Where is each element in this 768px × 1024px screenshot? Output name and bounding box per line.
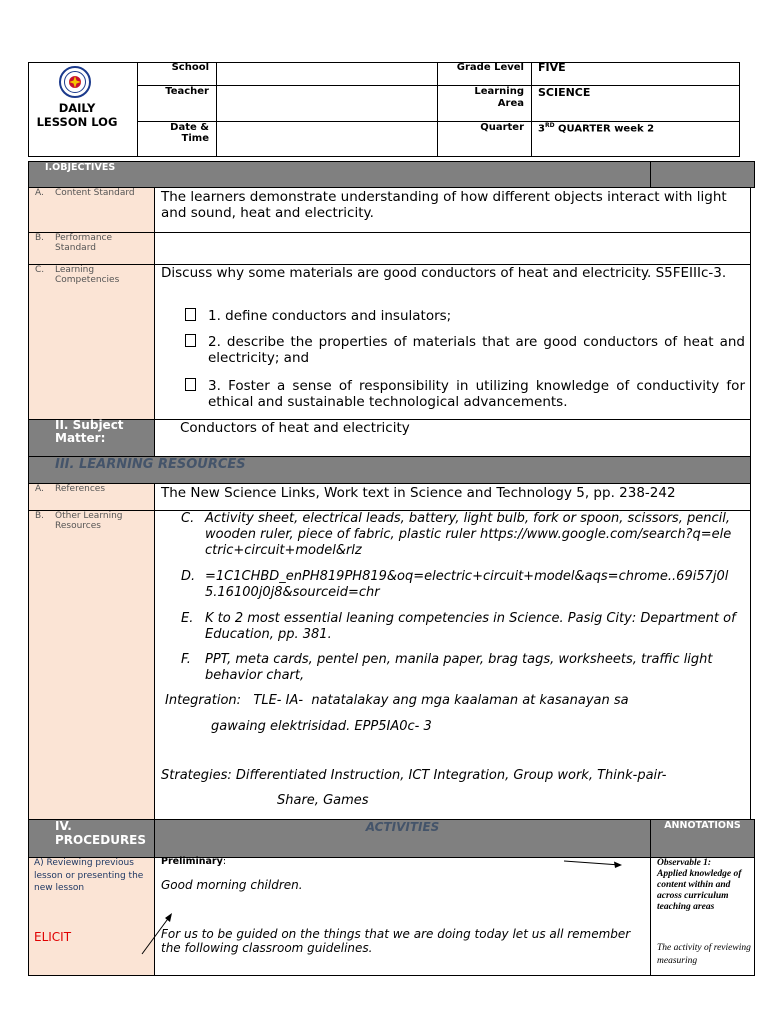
resource-letter: F. [181,652,191,667]
subject-matter-label: II. Subject Matter: [55,418,124,445]
annotations-header-cell [650,819,755,858]
arrow-to-annotation-icon [560,856,630,872]
learning-area-label: Learning Area [474,86,524,109]
grade-level-label-cell [437,62,532,86]
performance-standard-cell[interactable] [154,232,751,265]
competency-item [185,378,745,410]
quarter-label: Quarter [480,122,524,133]
competency-item [185,308,745,324]
competency-item-text: 2. describe the properties of materials that are good conductors of heat and electricity; and [208,334,745,366]
strategies-line: Share, Games [277,793,369,808]
resource-item [181,511,737,559]
resource-letter: C. [181,511,195,526]
other-resources-letter: B. [35,511,45,521]
other-resources-label: Other Learning Resources [55,511,123,531]
checkbox-bullet-icon [185,308,196,321]
content-standard-label: Content Standard [55,188,135,198]
objectives-header-divider [650,162,651,187]
subject-matter-cell [154,419,751,457]
resource-item [181,569,737,601]
subject-matter-label-cell [28,419,155,457]
integration-line: Integration: TLE- IA- natatalakay ang mga kaalaman at kasanayan sa [165,693,629,708]
subject-matter-value: Conductors of heat and electricity [180,420,410,436]
strategies-line: Strategies: Differentiated Instruction, ICT Integration, Group work, Think-pair- [161,768,667,783]
learning-resources-heading: III. LEARNING RESOURCES [55,457,246,472]
performance-standard-label-cell [28,232,155,265]
other-resources-cell [154,510,751,820]
procedures-label-cell [28,819,155,858]
quarter-label-cell [437,121,532,157]
resource-letter: D. [181,569,196,584]
competencies-label-cell [28,264,155,420]
resource-text: PPT, meta cards, pentel pen, manila paper, brag tags, worksheets, traffic light behavior chart, [205,652,713,683]
competencies-intro: Discuss why some materials are good conductors of heat and electricity. S5FEIIIc-3. [161,265,727,281]
references-text: The New Science Links, Work text in Science and Technology 5, pp. 238-242 [161,485,676,501]
checkbox-bullet-icon [185,378,196,391]
daily-lesson-log-title: DAILY LESSON LOG [36,101,118,129]
preliminary-colon: : [222,856,227,867]
resource-letter: E. [181,611,194,626]
resource-text: Activity sheet, electrical leads, battery, light bulb, fork or spoon, scissors, pencil, wooden ruler, piece of fabric, plastic ruler https://www.google.com/search?q=electric+circuit+model&rlz [205,511,732,558]
grade-level-value: FIVE [538,61,566,74]
teacher-field[interactable] [216,85,438,122]
competencies-letter: C. [35,265,45,275]
header-logo-cell [28,62,138,157]
competencies-cell [154,264,751,420]
deped-seal-icon [58,65,92,99]
learning-area-label-cell [437,85,532,122]
elicit-label: ELICIT [34,930,72,944]
quarter-value-prefix: 3 [538,123,545,135]
quarter-value-suffix: QUARTER week 2 [554,123,655,135]
school-field[interactable] [216,62,438,86]
step-a-activity-cell [154,857,651,976]
learning-area-field[interactable] [531,85,740,122]
preliminary-label: Preliminary [161,856,223,867]
references-letter: A. [35,484,44,494]
guidelines-text: For us to be guided on the things that we are doing today let us all remember the following classroom guidelines. [161,927,631,955]
resource-item [181,652,737,684]
references-label: References [55,484,106,494]
grade-level-field[interactable] [531,62,740,86]
content-standard-cell [154,187,751,233]
references-label-cell [28,483,155,511]
step-a-label: A) Reviewing previous lesson or presenting the new lesson [34,858,144,893]
resource-item [181,611,737,643]
quarter-field[interactable] [531,121,740,157]
activities-heading: ACTIVITIES [365,820,440,834]
quarter-value [532,122,739,134]
school-label: School [171,62,209,73]
performance-standard-label: Performance Standard [55,233,113,253]
learning-area-value: SCIENCE [538,86,591,99]
competency-item-text: 3. Foster a sense of responsibility in utilizing knowledge of conductivity for ethical and sustainable technological advancements. [208,378,745,410]
arrow-from-elicit-icon [138,910,178,958]
other-resources-label-cell [28,510,155,820]
competencies-label: Learning Competencies [55,265,120,285]
content-standard-label-cell [28,187,155,233]
date-time-label: Date & Time [170,122,209,144]
integration-line: gawaing elektrisidad. EPP5IA0c- 3 [211,719,432,734]
greeting-text: Good morning children. [161,878,303,892]
references-cell [154,483,751,511]
school-label-cell [137,62,217,86]
teacher-label-cell [137,85,217,122]
annotations-heading: ANNOTATIONS [664,820,741,831]
content-standard-letter: A. [35,188,44,198]
date-time-label-cell [137,121,217,157]
learning-resources-header-bar [28,456,751,484]
competency-item [185,334,745,366]
step-a-label-cell [28,857,155,976]
preliminary-line [161,856,226,867]
date-time-field[interactable] [216,121,438,157]
resource-text: =1C1CHBD_enPH819PH819&oq=electric+circuit+model&aqs=chrome..69i57j0l5.16100j0j8&sourceid=chr [205,569,729,600]
quarter-value-sup: RD [544,122,555,129]
grade-level-label: Grade Level [456,62,524,73]
competency-item-text: 1. define conductors and insulators; [208,308,452,324]
activities-header-cell [154,819,651,858]
annotation-text: The activity of reviewing measuring [657,943,751,966]
resource-text: K to 2 most essential leaning competencies in Science. Pasig City: Department of Education, pp. 381. [205,611,736,642]
objectives-heading: I.OBJECTIVES [45,162,116,173]
objectives-header-bar [28,161,755,188]
checkbox-bullet-icon [185,334,196,347]
procedures-heading: IV. PROCEDURES [55,819,147,847]
content-standard-text: The learners demonstrate understanding of how different objects interact with light and sound, heat and electricity. [161,189,727,221]
step-a-annotation-cell [650,857,755,976]
performance-standard-letter: B. [35,233,45,243]
teacher-label: Teacher [165,86,209,97]
observable-annotation: Observable 1: Applied knowledge of content within and across curriculum teaching areas [657,858,742,912]
